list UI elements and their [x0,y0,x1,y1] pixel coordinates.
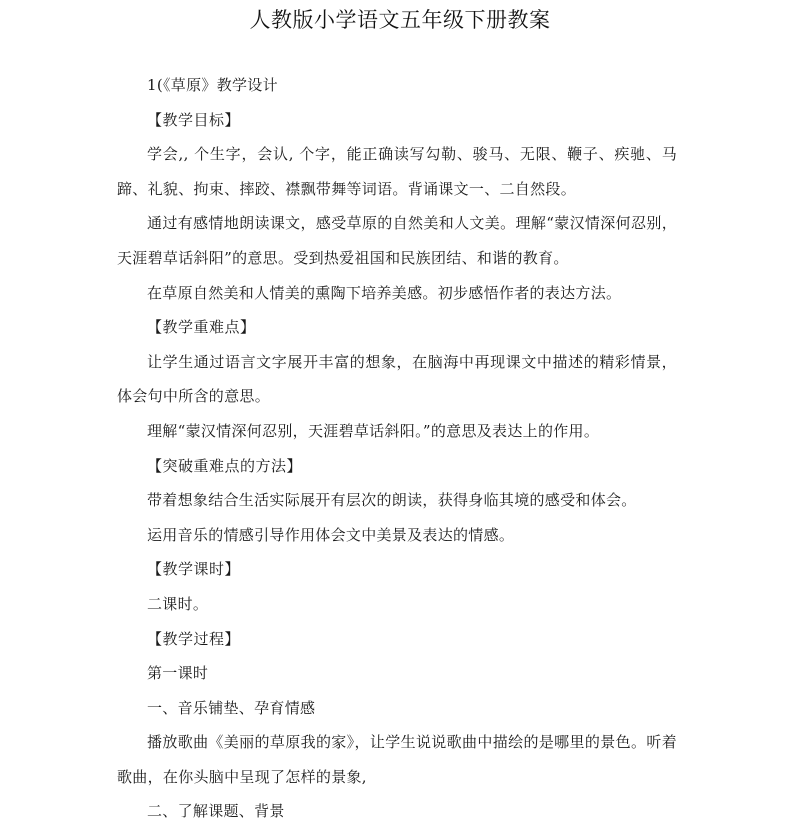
heading-teaching-goals: 【教学目标】 [147,110,241,129]
paragraph-class-hours: 二课时。 [147,594,209,613]
document-body [117,68,677,829]
paragraph-difficulty-imagination: 让学生通过语言文字展开丰富的想象，在脑海中再现课文中描述的精彩情景，体会句中所含的意思。 [117,352,677,406]
paragraph-method-music: 运用音乐的情感引导作用体会文中美景及表达的情感。 [147,525,515,544]
heading-teaching-process: 【教学过程】 [147,629,241,648]
paragraph-play-song: 播放歌曲《美丽的草原我的家》，让学生说说歌曲中描绘的是哪里的景色。听着歌曲，在你头脑中呈现了怎样的景象, [117,733,677,786]
paragraph-step-one: 一、音乐铺垫、孕育情感 [147,698,316,717]
paragraph-first-lesson: 第一课时 [147,664,209,683]
document-title: 人教版小学语文五年级下册教案 [249,8,551,32]
paragraph-step-two: 二、了解课题、背景 [147,802,285,821]
paragraph-goal-aesthetics: 在草原自然美和人情美的熏陶下培养美感。初步感悟作者的表达方法。 [147,283,622,302]
paragraph-goal-vocabulary: 学会,, 个生字，会认, 个字，能正确读写勾勒、骏马、无限、鞭子、疾驰、马蹄、礼貌、拘束、摔跤、襟飘带舞等词语。背诵课文一、二自然段。 [117,145,677,198]
paragraph-method-reading: 带着想象结合生活实际展开有层次的朗读，获得身临其境的感受和体会。 [147,491,637,510]
paragraph-difficulty-poem: 理解“蒙汉情深何忍别，天涯碧草话斜阳。”的意思及表达上的作用。 [147,421,600,440]
paragraph-goal-reading: 通过有感情地朗读课文，感受草原的自然美和人文美。理解“蒙汉情深何忍别，天涯碧草话斜阳”的意思。受到热爱祖国和民族团结、和谐的教育。 [117,214,677,267]
heading-class-hours: 【教学课时】 [147,560,241,579]
heading-key-difficulties: 【教学重难点】 [147,318,256,337]
section-title: 1(《草原》教学设计 [147,76,278,94]
heading-methods: 【突破重难点的方法】 [147,456,303,475]
